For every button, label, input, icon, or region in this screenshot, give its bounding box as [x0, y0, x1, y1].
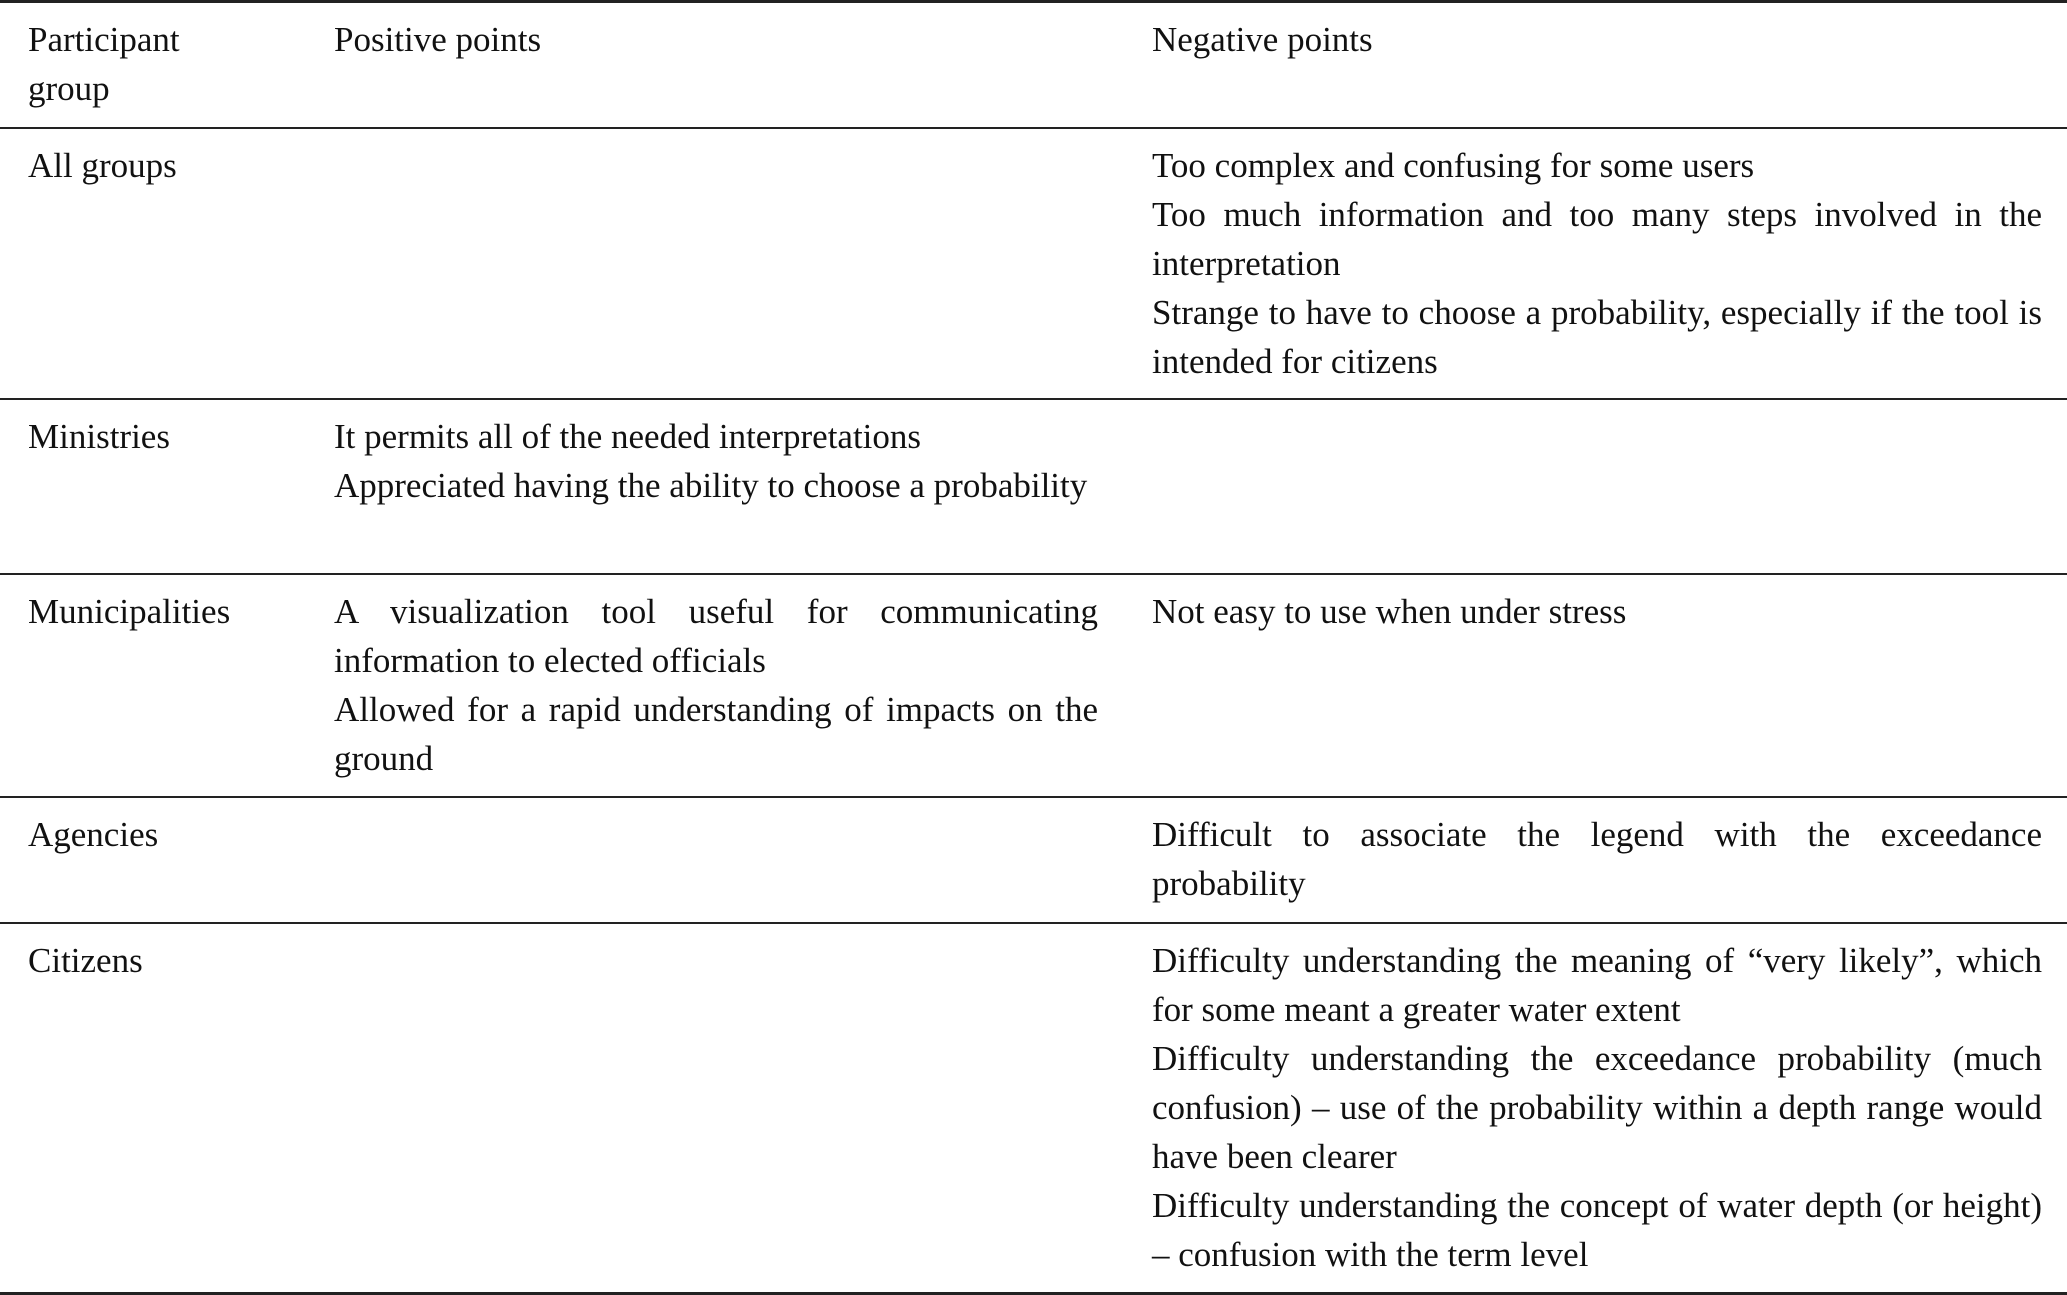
negative-point: Too complex and confusing for some users: [1152, 146, 1755, 185]
positive-point: A visualization tool useful for communicating information to elected officials: [334, 592, 1098, 680]
negative-cell: [1152, 400, 2042, 412]
positive-cell: [334, 400, 1098, 510]
group-cell: Citizens: [28, 941, 143, 980]
negative-cell: [1152, 575, 2042, 636]
positive-cell: [334, 129, 1098, 141]
positive-cell: [334, 798, 1098, 810]
negative-point: Difficulty understanding the concept of water depth (or height) – confusion with the term level: [1152, 1186, 2042, 1274]
positive-point: Allowed for a rapid understanding of impacts on the ground: [334, 690, 1098, 778]
positive-cell: [334, 575, 1098, 783]
group-cell: Ministries: [28, 417, 170, 456]
negative-cell: [1152, 798, 2042, 908]
group-cell: All groups: [28, 146, 177, 185]
header-negative-points: Negative points: [1152, 20, 1373, 59]
header-participant-group: Participant group: [28, 20, 180, 108]
table-row: [0, 798, 2067, 924]
group-cell: Agencies: [28, 815, 159, 854]
negative-point: Too much information and too many steps involved in the interpretation: [1152, 195, 2042, 283]
negative-point: Difficulty understanding the exceedance probability (much confusion) – use of the probability within a depth range would have been clearer: [1152, 1039, 2042, 1176]
table-header-row: [0, 3, 2067, 129]
table-row: [0, 924, 2067, 1295]
header-positive-points: Positive points: [334, 20, 542, 59]
positive-cell: [334, 924, 1098, 936]
table-row: [0, 129, 2067, 400]
table-row: [0, 400, 2067, 575]
positive-point: Appreciated having the ability to choose a probability: [334, 466, 1088, 505]
table-row: [0, 575, 2067, 798]
negative-point: Difficulty understanding the meaning of “very likely”, which for some meant a greater water extent: [1152, 941, 2042, 1029]
positive-point: It permits all of the needed interpretations: [334, 417, 922, 456]
negative-point: Strange to have to choose a probability, especially if the tool is intended for citizens: [1152, 293, 2042, 381]
negative-cell: [1152, 924, 2042, 1279]
negative-point: Difficult to associate the legend with the exceedance probability: [1152, 815, 2042, 903]
negative-cell: [1152, 129, 2042, 386]
group-cell: Municipalities: [28, 592, 231, 631]
negative-point: Not easy to use when under stress: [1152, 592, 1627, 631]
